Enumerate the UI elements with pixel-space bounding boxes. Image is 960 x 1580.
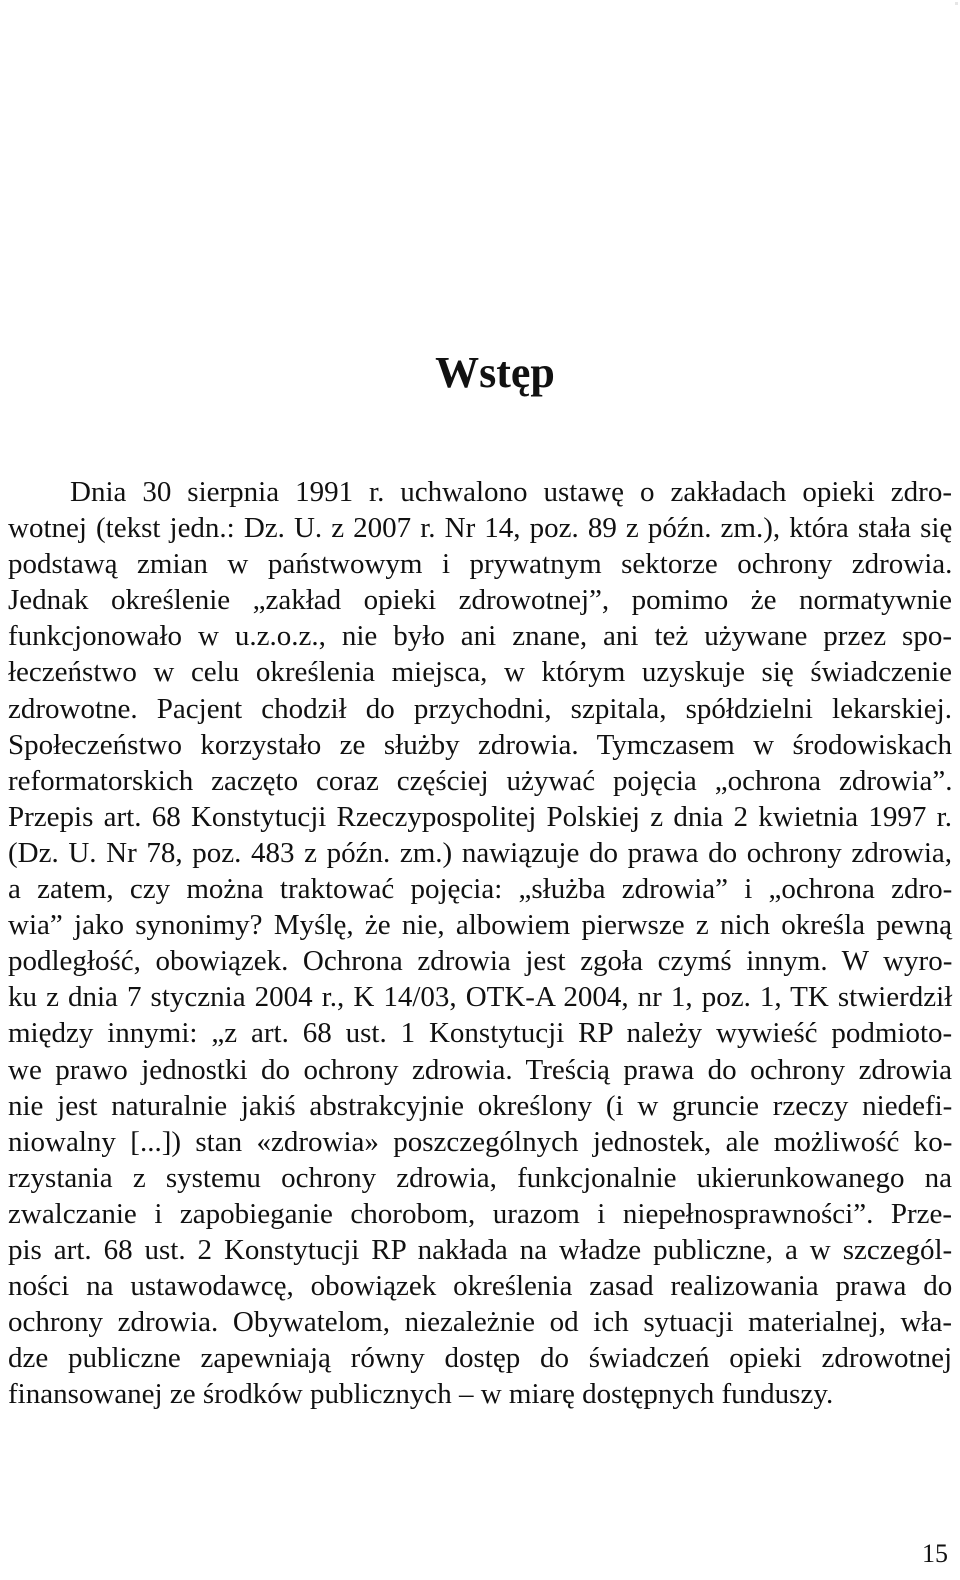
paragraph-line: podstawą zmian w państwowym i prywatnym sektorze ochrony zdrowia. (8, 548, 953, 581)
paragraph-line: ności na ustawodawcę, obowiązek określenia zasad realizowania prawa do (8, 1270, 953, 1303)
paragraph-line: podległość, obowiązek. Ochrona zdrowia jest zgoła czymś innym. W wyro- (8, 945, 953, 978)
paragraph-line: zdrowotne. Pacjent chodził do przychodni, szpitala, spółdzielni lekarskiej. (8, 692, 952, 725)
paragraph-line: a zatem, czy można traktować pojęcia: „służba zdrowia” i „ochrona zdro- (8, 873, 953, 906)
paragraph-line: łeczeństwo w celu określenia miejsca, w którym uzyskuje się świadczenie (8, 656, 953, 689)
paragraph-line: ochrony zdrowia. Obywatelom, niezależnie od ich sytuacji materialnej, wła- (8, 1306, 952, 1339)
paragraph-line: Społeczeństwo korzystało ze służby zdrowia. Tymczasem w środowiskach (8, 728, 952, 761)
paragraph-line: pis art. 68 ust. 2 Konstytucji RP nakłada na władze publiczne, a w szczegól- (8, 1233, 953, 1266)
paragraph-line: ku z dnia 7 stycznia 2004 r., K 14/03, OTK-A 2004, nr 1, poz. 1, TK stwierdził (8, 981, 953, 1014)
paragraph-line: finansowanej ze środków publicznych – w miarę dostępnych funduszy. (8, 1378, 834, 1411)
page-number: 15 (922, 1539, 948, 1568)
paragraph-line: niowalny [...]) stan «zdrowia» poszczególnych jednostek, ale możliwość ko- (8, 1125, 953, 1158)
paragraph-line: wia” jako synonimy? Myślę, że nie, albowiem pierwsze z nich określa pewną (8, 909, 952, 942)
page-title: Wstęp (435, 348, 555, 397)
body-paragraph (8, 474, 952, 1412)
paragraph-line: rzystania z systemu ochrony zdrowia, funkcjonalnie ukierunkowanego na (8, 1161, 952, 1194)
paragraph-line: wotnej (tekst jedn.: Dz. U. z 2007 r. Nr 14, poz. 89 z późn. zm.), która stała się (8, 512, 953, 545)
paragraph-line: nie jest naturalnie jakiś abstrakcyjnie określony (i w gruncie rzeczy niedefi- (8, 1089, 953, 1122)
paragraph-line: Przepis art. 68 Konstytucji Rzeczypospolitej Polskiej z dnia 2 kwietnia 1997 r. (8, 800, 952, 833)
corner-mark (955, 2, 958, 5)
paragraph-line: dze publiczne zapewniają równy dostęp do świadczeń opieki zdrowotnej (8, 1342, 952, 1375)
paragraph-line: między innymi: „z art. 68 ust. 1 Konstytucji RP należy wywieść podmioto- (8, 1017, 953, 1050)
paragraph-line: (Dz. U. Nr 78, poz. 483 z późn. zm.) nawiązuje do prawa do ochrony zdrowia, (8, 836, 952, 869)
paragraph-line: Dnia 30 sierpnia 1991 r. uchwalono ustawę o zakładach opieki zdro- (70, 476, 952, 508)
paragraph-line: zwalczanie i zapobieganie chorobom, urazom i niepełnosprawności”. Prze- (8, 1197, 953, 1230)
paragraph-line: funkcjonowało w u.z.o.z., nie było ani znane, ani też używane przez spo- (8, 620, 952, 653)
paragraph-line: we prawo jednostki do ochrony zdrowia. Treścią prawa do ochrony zdrowia (8, 1053, 952, 1086)
paragraph-line: reformatorskich zaczęto coraz częściej używać pojęcia „ochrona zdrowia”. (8, 764, 953, 797)
paragraph-line: Jednak określenie „zakład opieki zdrowotnej”, pomimo że normatywnie (8, 584, 952, 617)
